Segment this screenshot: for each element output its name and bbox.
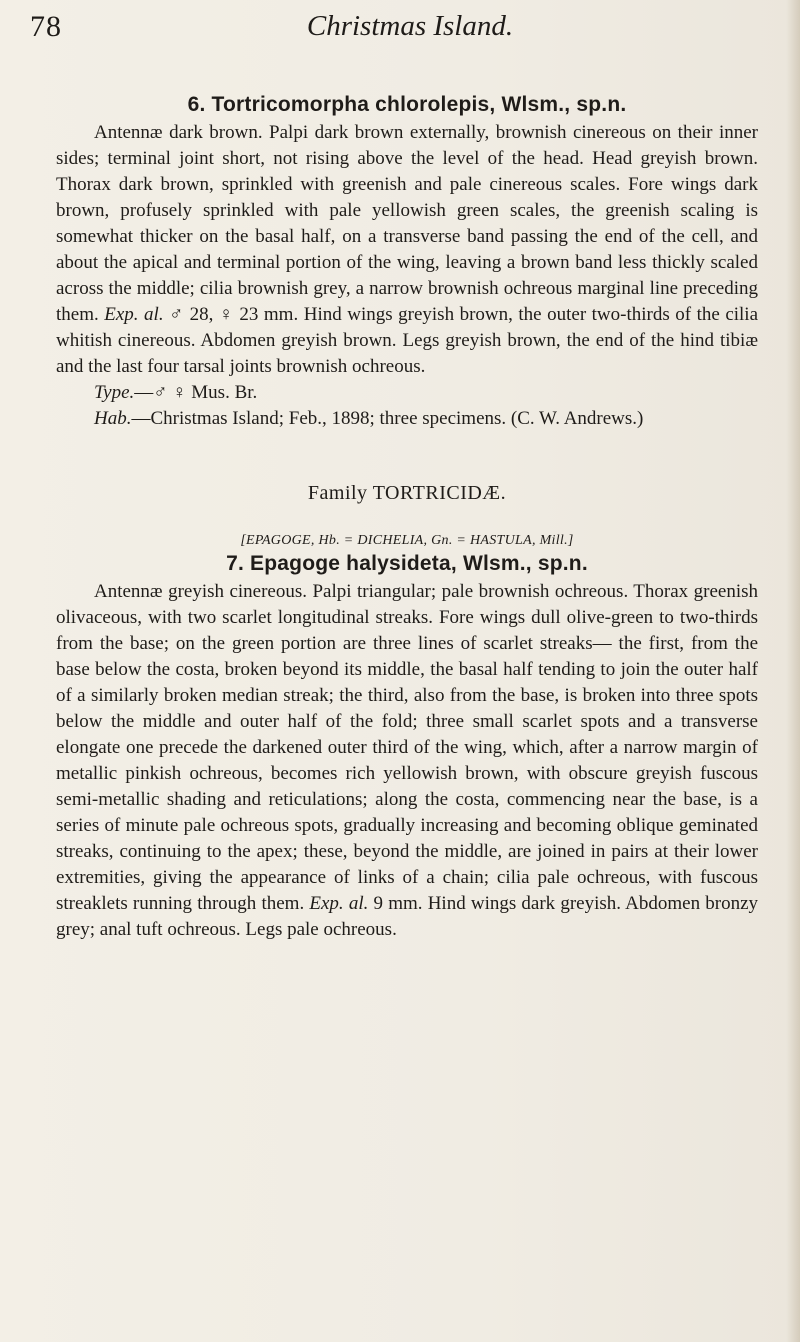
- page-content: [56, 90, 758, 943]
- species-description-tortricomorpha: [56, 120, 758, 380]
- type-line: [56, 380, 758, 406]
- type-label: Type.: [94, 382, 135, 403]
- species-heading-epagoge: 7. Epagoge halysideta, Wlsm., sp.n.: [226, 552, 588, 575]
- type-value: —♂ ♀ Mus. Br.: [134, 382, 258, 403]
- habitat-line: [56, 406, 758, 432]
- hab-label: Hab.: [94, 408, 132, 429]
- page-number: 78: [30, 10, 62, 43]
- species-heading-tortricomorpha: 6. Tortricomorpha chlorolepis, Wlsm., sp.n.: [187, 93, 627, 116]
- family-heading: Family TORTRICIDÆ.: [307, 482, 507, 504]
- running-head: [30, 10, 750, 50]
- family-synonymy: [EPAGOGE, Hb. = DICHELIA, Gn. = HASTULA, Mill.]: [240, 533, 574, 548]
- species-description-epagoge: [56, 579, 758, 943]
- description-text: Antennæ dark brown. Palpi dark brown externally, brownish cinereous on their inner sides; terminal joint short, not rising above the level of the head. Head greyish brown. Thorax dark brown, sprinkled with greenish and pale cinereous scales. Fore wings dark brown, profusely sprinkled with pale yellowish green scales, the greenish scaling is somewhat thicker on the basal half, on a transverse band passing the end of the cell, and about the apical and terminal portion of the wing, leaving a brown band less thickly scaled across the middle; cilia brownish grey, a narrow brownish ochreous marginal line preceding them.: [56, 122, 758, 325]
- exp-value: 9 mm.: [373, 893, 423, 914]
- description-text: Antennæ greyish cinereous. Palpi triangular; pale brownish ochreous. Thorax greenish olivaceous, with two scarlet longitudinal streaks. Fore wings dull olive-green to two-thirds from the base; on the green portion are three lines of scarlet streaks— the first, from the base below the costa, broken beyond its middle, the basal half tending to join the outer half of a similarly broken median streak; the third, also from the base, is broken into three spots below the middle and outer half of the fold; three small scarlet spots and a transverse elongate one precede the darkened outer third of the wing, which, after a narrow margin of metallic pinkish ochreous, becomes rich yellowish brown, with obscure greyish fuscous semi-metallic shading and reticulations; along the costa, commencing near the base, is a series of minute pale ochreous spots, gradually increasing and becoming oblique geminated streaks, continuing to the apex; these, beyond the middle, are joined in pairs at their lower extremities, giving the appearance of links of a chain; cilia pale ochreous, with fuscous streaklets running through them.: [56, 581, 758, 914]
- exp-label: Exp. al.: [104, 304, 164, 325]
- exp-label: Exp. al.: [309, 893, 369, 914]
- running-title: Christmas Island.: [306, 10, 514, 42]
- description-text-continued: Hind wings dark greyish. Abdomen bronzy grey; anal tuft ochreous. Legs pale ochreous.: [56, 893, 758, 940]
- exp-value: ♂ 28, ♀ 23 mm.: [169, 304, 299, 325]
- hab-value: —Christmas Island; Feb., 1898; three specimens. (C. W. Andrews.): [131, 408, 644, 429]
- page-edge-shading: [786, 0, 800, 1342]
- description-text-continued: Hind wings greyish brown, the outer two-thirds of the cilia whitish cinereous. Abdomen greyish brown. Legs greyish brown, the end of the hind tibiæ and the last four tarsal joints brownish ochreous.: [56, 304, 759, 377]
